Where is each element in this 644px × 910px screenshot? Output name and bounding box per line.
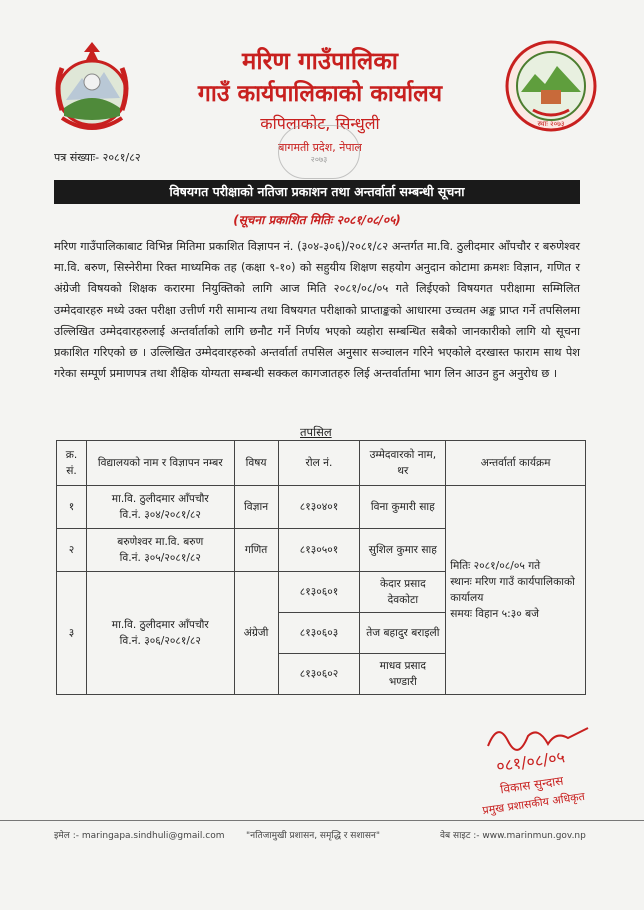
adv-number: वि.नं. ३०६/२०८१/८२ <box>119 635 201 647</box>
row-roll: ८१३०५०१ <box>278 529 360 572</box>
row-subject: अंग्रेजी <box>234 572 278 695</box>
office-subtitle: गाउँ कार्यपालिकाको कार्यालय <box>197 81 443 107</box>
candidates-table <box>56 440 586 695</box>
signature-date: ०८१/०८/०५ <box>495 747 567 776</box>
notice-body: मरिण गाउँपालिकाबाट विभिन्न मितिमा प्रकाशित विज्ञापन नं. (३०४-३०६)/२०८१/८२ अन्तर्गत मा.वि. ठुलीदमार आँपचौर र बरुणेश्वर मा.वि. बरुण, सिस्नेरीमा रिक्त माध्यमिक तह (कक्षा ९-१०) को सहुयीय शिक्षण सहयोग अनुदान कोटामा क्रमशः विज्ञान, गणित र अंग्रेजी विषयको शिक्षक करारमा नियुक्तिको लागि आज मिति २०८१/०८/०५ गते लिईएको विषयगत परीक्षामा सम्मिलित उम्मेदवारहरु मध्ये उक्त परीक्षा उत्तीर्ण गरी सामान्य तथा विषयगत परीक्षाको प्राप्ताङ्कको आधारमा उच्चतम अङ्क प्राप्त गर्ने तपसिलमा उल्लिखित उम्मेदवारहरुलाई अन्तर्वार्ताको लागि छनौट गर्ने निर्णय भएको व्यहोरा सम्बन्धित सबैको जानकारीको लागि यो सूचना प्रकाशित गरिएको छ । उल्लिखित उम्मेदवारहरुको अन्तर्वार्ता तपसिल अनुसार सञ्चालन गरिने भएकोले दरखास्त फाराम साथ पेश गरेका सम्पूर्ण प्रमाणपत्र तथा शैक्षिक योग्यता सम्बन्धी सक्कल कागजातहरु लिई अन्तर्वार्तामा भाग लिन आउन हुन अनुरोध छ । <box>54 240 580 381</box>
stamp-year: २०७३ <box>310 155 328 164</box>
school-name: मा.वि. ठुलीदमार आँपचौर <box>111 619 209 631</box>
footer-website: वेब साइट :- www.marinmun.gov.np <box>440 831 586 841</box>
office-stamp <box>278 125 360 179</box>
row-name: विना कुमारी साह <box>360 486 446 529</box>
row-school <box>86 486 234 529</box>
row-name: तेज बहादुर बराइली <box>360 613 446 654</box>
row-roll: ८१३०६०३ <box>278 613 360 654</box>
notice-title-banner: विषयगत परीक्षाको नतिजा प्रकाशन तथा अन्तर्वार्ता सम्बन्धी सूचना <box>54 180 580 204</box>
office-title: मरिण गाउँपालिका <box>242 47 398 75</box>
header-school: विद्यालयको नाम र विज्ञापन नम्बर <box>86 441 234 486</box>
table-caption: तपसिल <box>300 425 332 439</box>
municipality-logo-icon <box>505 40 597 132</box>
header-name: उम्मेदवारको नाम, थर <box>360 441 446 486</box>
footer-email: इमेल :- maringapa.sindhuli@gmail.com <box>54 831 225 841</box>
row-subject: विज्ञान <box>234 486 278 529</box>
school-name: बरुणेश्वर मा.वि. बरुण <box>117 536 204 548</box>
footer-slogan: "नतिजामुखी प्रशासन, समृद्धि र सशासन" <box>246 831 381 841</box>
row-roll: ८१३०६०१ <box>278 572 360 613</box>
row-sn: ३ <box>57 572 87 695</box>
publication-date: (सूचना प्रकाशित मितिः २०८१/०८/०५) <box>233 213 401 227</box>
table-header-row <box>57 441 586 486</box>
signatory-designation: प्रमुख प्रशासकीय अधिकृत <box>481 789 586 818</box>
signatory-name: विकास सुन्दास <box>499 773 565 797</box>
school-name: मा.वि. ठुलीदमार आँपचौर <box>111 493 209 505</box>
adv-number: वि.नं. ३०५/२०८१/८२ <box>119 552 201 564</box>
signature-block <box>478 716 618 826</box>
row-roll: ८१३०४०१ <box>278 486 360 529</box>
office-province: बागमती प्रदेश, नेपाल <box>278 141 362 154</box>
row-roll: ८१३०६०२ <box>278 654 360 695</box>
nepal-emblem-icon <box>48 38 136 138</box>
adv-number: वि.नं. ३०४/२०८१/८२ <box>119 509 201 521</box>
reference-number: पत्र संख्याः- २०८१/८२ <box>54 151 141 164</box>
row-sn: १ <box>57 486 87 529</box>
row-school <box>86 529 234 572</box>
row-subject: गणित <box>234 529 278 572</box>
office-address: कपिलाकोट, सिन्धुली <box>260 114 380 133</box>
row-name: सुशिल कुमार साह <box>360 529 446 572</box>
svg-text:स्थाः २०७३: स्थाः २०७३ <box>537 120 565 128</box>
interview-schedule <box>446 486 586 695</box>
table-row <box>57 486 586 529</box>
header-roll: रोल नं. <box>278 441 360 486</box>
header-subject: विषय <box>234 441 278 486</box>
schedule-time: समयः विहान ५:३० बजे <box>450 608 540 620</box>
schedule-date: मितिः २०८१/०८/०५ गते <box>450 560 541 572</box>
schedule-place: स्थानः मरिण गाउँ कार्यपालिकाको कार्यालय <box>450 576 575 604</box>
header-schedule: अन्तर्वार्ता कार्यक्रम <box>446 441 586 486</box>
row-sn: २ <box>57 529 87 572</box>
row-name: माधव प्रसाद भण्डारी <box>360 654 446 695</box>
footer-divider <box>0 820 644 821</box>
row-name: केदार प्रसाद देवकोटा <box>360 572 446 613</box>
row-school <box>86 572 234 695</box>
header-sn: क्र. सं. <box>57 441 87 486</box>
